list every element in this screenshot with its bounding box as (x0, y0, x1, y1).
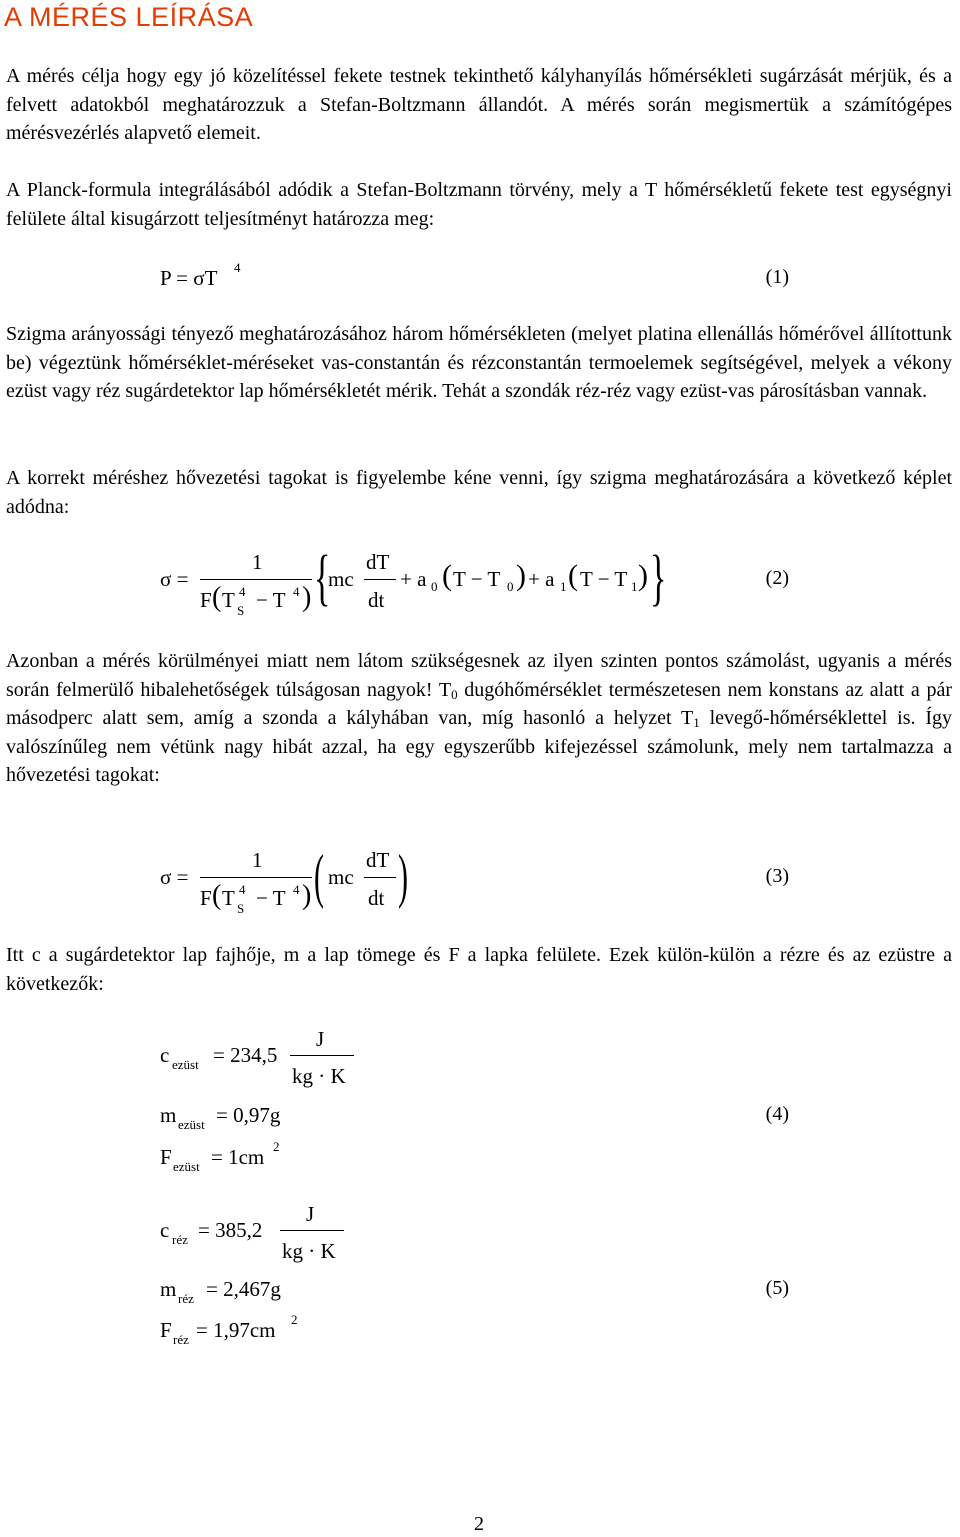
eq5-F-value: = 1,97cm (196, 1318, 276, 1342)
eq4-unit-bar (290, 1055, 354, 1056)
eq2-number: (2) (765, 567, 789, 589)
eq3-den-rparen: ) (302, 880, 312, 911)
eq5-c-symbol: c (160, 1218, 170, 1242)
eq2-term1-rparen: ) (638, 559, 648, 592)
eq2-sigma: σ = (160, 567, 189, 591)
eq2-den-sub: S (237, 603, 245, 618)
eq3-den-lparen: ( (212, 880, 222, 911)
eq2-a1-sub: 1 (560, 579, 567, 594)
eq4-c-sub: ezüst (172, 1057, 199, 1072)
eq2-term1-lparen: ( (568, 559, 578, 592)
eq3-den-F: F (200, 886, 212, 910)
eq3-den-minus-T: − T (256, 886, 286, 910)
eq5-m-symbol: m (160, 1277, 177, 1301)
eq4-unit-num: J (316, 1027, 325, 1051)
eq2-plus-a1: + a (528, 567, 555, 591)
eq2-dt: dt (368, 588, 385, 612)
eq4-F-exponent: 2 (273, 1139, 280, 1154)
eq2-term1-sub: 1 (631, 579, 638, 594)
eq4-number: (4) (765, 1103, 789, 1125)
eq5-m-sub: réz (178, 1291, 194, 1306)
equation-4-silver (0, 1025, 960, 1195)
equation-1 (0, 260, 960, 296)
paragraph-constants: Itt c a sugárdetektor lap fajhője, m a lap tömege és F a lapka felülete. Ezek külön-külön a rézre és az ezüstre a következők: (6, 944, 952, 995)
eq1-lhs: P = σT (160, 266, 218, 290)
paragraph-simplify (6, 647, 952, 790)
eq4-F-symbol: F (160, 1145, 172, 1169)
eq2-term0: T − T (453, 567, 501, 591)
eq3-number: (3) (765, 865, 789, 887)
eq5-unit-bar (280, 1230, 344, 1231)
eq3-den-exp2: 4 (293, 882, 300, 897)
eq4-m-sub: ezüst (178, 1117, 205, 1132)
eq3-den-T: T (222, 886, 235, 910)
eq2-fraction-bar (200, 579, 312, 580)
p5-text-b: dugóhőmérséklet természetesen nem konstans az alatt a pár másodperc alatt sem, amíg a szonda a kályhában van, míg hasonló a helyzet T (6, 678, 952, 730)
paragraph-correct: A korrekt méréshez hővezetési tagokat is figyelembe kéne venni, így szigma meghatározására a következő képlet adódna: (6, 467, 952, 518)
paragraph-intro: A mérés célja hogy egy jó közelítéssel fekete testnek tekinthető kályhanyílás hőmérsékleti sugárzását mérjük, és a felvett adatokból meghatározzuk a Stefan-Boltzmann állandót. A mérés során megismertük a számítógépes mérésvezérlés alapvető elemeit. (6, 65, 952, 145)
eq5-c-value: = 385,2 (198, 1218, 263, 1242)
eq4-unit-den: kg · K (292, 1064, 346, 1088)
p5-sub-0: 0 (451, 686, 458, 702)
eq2-den-exp2: 4 (293, 584, 300, 599)
eq3-derivative-bar (364, 877, 396, 878)
equation-2 (0, 545, 960, 625)
p5-text-c: levegő-hőmérséklettel is. Így valószínűleg nem vétünk nagy hibát azzal, ha egy egyszerűbb kifejezéssel számolunk, mely nem tartalmazza a hővezetési tagokat: (6, 707, 952, 787)
eq2-den-minus-T: − T (256, 588, 286, 612)
eq5-unit-den: kg · K (282, 1239, 336, 1263)
eq4-m-symbol: m (160, 1103, 177, 1127)
eq2-a0-sub: 0 (431, 579, 438, 594)
eq3-den-sub: S (237, 901, 245, 916)
equation-3 (0, 845, 960, 915)
paragraph-sigma: Szigma arányossági tényező meghatározásához három hőmérsékleten (melyet platina ellenállás hőmérővel állítottunk be) végeztünk hőmérséklet-méréseket vas-constantán és rézconstantán termoelemek segítségével, melyek a vékony ezüst vagy réz sugárdetektor lap hőmérsékletét mérik. Tehát a szondák réz-réz vagy ezüst-vas párosításban vannak. (6, 323, 952, 403)
eq2-numerator: 1 (252, 550, 263, 574)
eq5-m-value: = 2,467g (206, 1277, 281, 1301)
eq4-c-symbol: c (160, 1043, 170, 1067)
eq1-number: (1) (765, 266, 789, 288)
eq2-dT: dT (366, 550, 390, 574)
eq5-F-exponent: 2 (291, 1312, 298, 1327)
eq3-sigma: σ = (160, 865, 189, 889)
eq3-fraction-bar (200, 877, 312, 878)
p5-text-a: Azonban a mérés körülményei miatt nem látom szükségesnek az ilyen szinten pontos számolást, ugyanis a mérés során felmerülő hibalehetőségek túlságosan nagyok! T (6, 650, 952, 701)
eq3-den-exp: 4 (239, 882, 246, 897)
eq4-F-sub: ezüst (173, 1159, 200, 1174)
eq3-dT: dT (366, 848, 390, 872)
eq2-den-rparen: ) (302, 582, 312, 613)
eq5-number: (5) (765, 1277, 789, 1299)
eq5-unit-num: J (306, 1202, 315, 1226)
eq4-F-value: = 1cm (211, 1145, 265, 1169)
equation-5-copper (0, 1200, 960, 1360)
eq2-left-brace: { (314, 544, 331, 612)
eq3-numerator: 1 (252, 848, 263, 872)
eq5-c-sub: réz (172, 1232, 188, 1247)
eq2-den-F: F (200, 588, 212, 612)
eq3-mc: mc (328, 865, 354, 889)
p5-sub-1: 1 (693, 715, 700, 731)
eq1-exponent: 4 (234, 260, 241, 275)
eq2-term0-sub: 0 (507, 579, 514, 594)
eq2-right-brace: } (650, 544, 667, 612)
eq4-m-value: = 0,97g (216, 1103, 281, 1127)
eq2-plus-a0: + a (400, 567, 427, 591)
paragraph-planck: A Planck-formula integrálásából adódik a Stefan-Boltzmann törvény, mely a T hőmérsékletű fekete test egységnyi felülete által kisugárzott teljesítményt határozza meg: (6, 179, 952, 230)
eq3-dt: dt (368, 886, 385, 910)
eq2-mc: mc (328, 567, 354, 591)
section-heading: A MÉRÉS LEÍRÁSA (4, 2, 254, 32)
eq2-term0-lparen: ( (442, 559, 452, 592)
page-number: 2 (474, 1513, 484, 1535)
eq2-derivative-bar (364, 579, 396, 580)
eq3-left-paren: ( (314, 843, 324, 909)
eq3-right-paren: ) (398, 843, 408, 909)
eq2-term0-rparen: ) (516, 559, 526, 592)
eq5-F-sub: réz (173, 1332, 189, 1347)
eq2-den-exp: 4 (239, 584, 246, 599)
eq2-den-T: T (222, 588, 235, 612)
eq2-term1: T − T (580, 567, 628, 591)
eq2-den-lparen: ( (212, 582, 222, 613)
eq4-c-value: = 234,5 (213, 1043, 278, 1067)
eq5-F-symbol: F (160, 1318, 172, 1342)
